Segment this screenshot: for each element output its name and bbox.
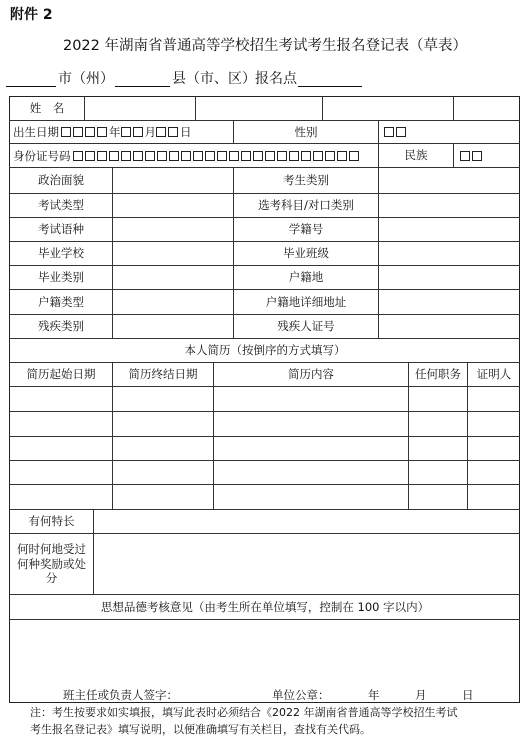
field-label: 毕业班级 [283, 246, 329, 261]
field-label: 考生类别 [283, 173, 329, 188]
column-header: 任何职务 [415, 367, 461, 382]
city-blank[interactable] [6, 86, 56, 87]
day-label: 日 [180, 125, 192, 139]
ethnicity-label: 民族 [404, 148, 428, 163]
assessment-input[interactable] [10, 620, 520, 682]
name-input[interactable] [85, 97, 195, 120]
id-number-boxes[interactable] [73, 149, 361, 163]
field-label: 考试类型 [38, 198, 84, 213]
awards-input[interactable] [94, 534, 520, 594]
field-label: 户籍类型 [38, 294, 84, 309]
footnote-line: 注：考生按要求如实填报，填写此表时必须结合《2022 年湖南省普通高等学校招生考试 [30, 706, 458, 719]
footnote [30, 704, 500, 738]
signature-day: 日 [462, 688, 474, 702]
footnote-line: 考生报名登记表》填写说明，以便准确填写有关栏目，查找有关代码。 [30, 723, 371, 736]
field-label: 残疾类别 [38, 319, 84, 334]
unit-seal-label: 单位公章： [272, 688, 330, 702]
assessment-title: 思想品德考核意见（由考生所在单位填写，控制在 100 字以内） [100, 599, 430, 614]
resume-title: 本人简历（按倒序的方式填写） [184, 343, 346, 358]
ethnicity-boxes[interactable] [460, 144, 484, 167]
birth-day-boxes[interactable] [156, 125, 180, 139]
city-label: 市（州） [58, 71, 114, 87]
month-label: 月 [144, 125, 156, 139]
id-number-label: 身份证号码 [13, 148, 71, 163]
birth-date-label: 出生日期 [13, 125, 59, 139]
teacher-signature-label: 班主任或负责人签字： [63, 688, 178, 702]
county-label: 县（市、区） [172, 71, 256, 87]
field-label: 户籍地 [288, 270, 324, 285]
id-number-field[interactable] [13, 144, 361, 167]
site-blank[interactable] [298, 86, 362, 87]
field-label: 政治面貌 [38, 173, 84, 188]
name-label: 姓 名 [29, 101, 65, 116]
birth-month-boxes[interactable] [121, 125, 145, 139]
field-label: 户籍地详细地址 [265, 294, 347, 309]
signature-year: 年 [368, 688, 380, 702]
column-header: 简历终结日期 [128, 367, 198, 382]
birth-year-boxes[interactable] [61, 125, 109, 139]
field-label: 毕业学校 [38, 246, 84, 261]
signature-month: 月 [415, 688, 427, 702]
column-header: 简历内容 [288, 367, 334, 382]
specialty-input[interactable] [94, 510, 520, 533]
field-label: 毕业类别 [38, 270, 84, 285]
field-label: 选考科目/对口类别 [258, 198, 354, 213]
field-label: 考试语种 [38, 222, 84, 237]
column-header: 简历起始日期 [26, 367, 96, 382]
specialty-label: 有何特长 [28, 514, 75, 529]
county-blank[interactable] [115, 86, 170, 87]
year-label: 年 [109, 125, 121, 139]
site-label: 报名点 [255, 71, 297, 87]
field-label: 学籍号 [288, 222, 324, 237]
column-header: 证明人 [476, 367, 512, 382]
field-label: 残疾人证号 [277, 319, 335, 334]
gender-boxes[interactable] [384, 121, 408, 143]
form-title: 2022 年湖南省普通高等学校招生考试考生报名登记表（草表） [62, 38, 467, 54]
awards-label: 何时何地受过何种奖励或处分 [17, 542, 86, 586]
birth-date-field[interactable] [13, 121, 192, 143]
gender-label: 性别 [294, 124, 318, 139]
attachment-label: 附件 2 [10, 7, 53, 23]
